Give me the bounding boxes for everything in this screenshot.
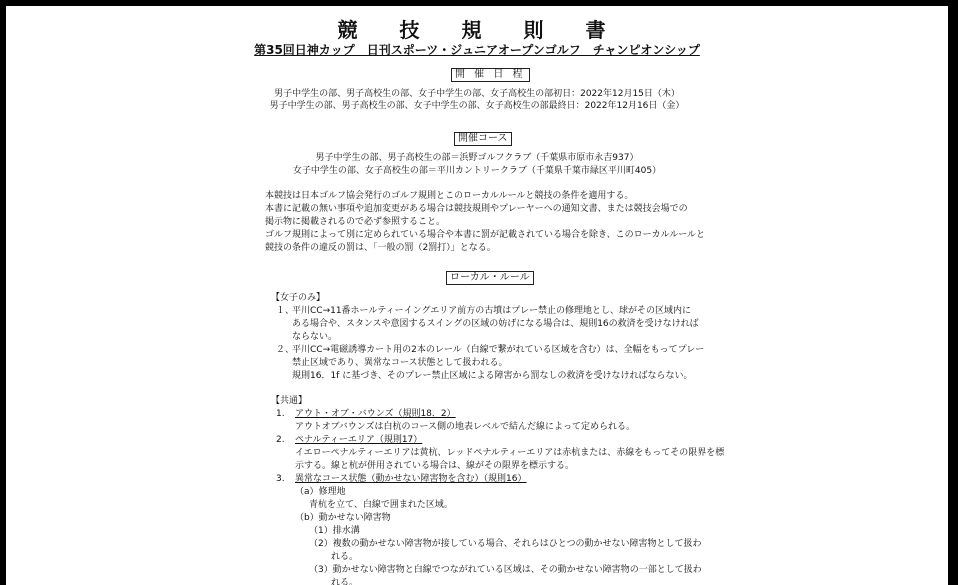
schedule-heading: 開 催 日 程 (451, 68, 530, 82)
women-item1-line: 平川CC→11番ホールティーイングエリア前方の古墳はプレー禁止の修理地とし、球がその区域内に (292, 306, 691, 316)
course-men: 男子中学生の部、男子高校生の部＝浜野ゴルフクラブ（千葉県市原市永吉937） (315, 153, 639, 163)
common-item2-title: ペナルティーエリア（規則17） (295, 435, 423, 445)
intro-line: 掲示物に掲載されるので必ず参照すること。 (265, 217, 446, 227)
common-item2-text: 示する。線と杭が併用されている場合は、線がその限界を標示する。 (295, 461, 575, 471)
schedule-day1: 男子中学生の部、男子高校生の部、女子中学生の部、女子高校生の部初日：2022年12月15日（木） (274, 89, 680, 99)
subitem-b1: （1）排水溝 (309, 526, 360, 536)
subitem-b2-cont: れる。 (331, 552, 359, 562)
common-item1-title: アウト・オブ・バウンズ（規則18．2） (295, 409, 456, 419)
course-women: 女子中学生の部、女子高校生の部＝平川カントリークラブ（千葉県千葉市緑区平川町405） (292, 166, 662, 176)
common-item3-title: 異常なコース状態（動かせない障害物を含む）（規則16） (295, 474, 527, 484)
common-item2-text: イエローペナルティーエリアは黄杭、レッドペナルティーエリアは赤杭または、赤線をもってその限界を標 (295, 448, 725, 458)
women-item2-line: 禁止区域であり、異常なコース状態として扱われる。 (292, 358, 508, 368)
common-item1-text: アウトオブバウンズは白杭のコース側の地表レベルで結んだ線によって定められる。 (295, 422, 636, 432)
subitem-b3: （3）動かせない障害物と白線でつながれている区域は、その動かせない障害物の一部として扱わ (309, 565, 702, 575)
women-item2-line: 平川CC→電磁誘導カート用の2本のレール（白線で繋がれている区域を含む）は、全幅をもってプレー (292, 345, 705, 355)
women-only-title: 【女子のみ】 (271, 293, 326, 303)
intro-line: ゴルフ規則によって別に定められている場合や本書に罰が記載されている場合を除き、このローカルルールと (265, 230, 706, 240)
women-item1-line: ならない。 (292, 332, 338, 342)
common-item3-number: 3. (276, 474, 285, 484)
intro-line: 競技の条件の違反の罰は、「一般の罰（2罰打）」となる。 (265, 243, 496, 253)
course-heading: 開催コース (454, 132, 512, 146)
women-item2-number: ２、 (276, 345, 295, 355)
intro-line: 本競技は日本ゴルフ協会発行のゴルフ規則とこのローカルルールと競技の条件を適用する。 (265, 191, 634, 201)
subitem-a-label: （a）修理地 (295, 487, 346, 497)
common-item1-number: 1. (276, 409, 285, 419)
document-title: 競 技 規 則 書 (337, 18, 617, 42)
women-item2-line: 規則16．1f に基づき、そのプレー禁止区域による障害から罰なしの救済を受けなければならない。 (292, 371, 693, 381)
subitem-a-text: 青杭を立て、白線で囲まれた区域。 (309, 500, 453, 510)
common-title: 【共通】 (271, 396, 308, 406)
women-item1-line: ある場合や、スタンスや意図するスイングの区域の妨げになる場合は、規則16の救済を受けなければ (292, 319, 699, 329)
intro-line: 本書に記載の無い事項や追加変更がある場合は競技規則やプレーヤーへの通知文書、または競技会場での (265, 204, 688, 214)
event-name: 第35回日神カップ 日刊スポーツ・ジュニアオープンゴルフ チャンピオンシップ (254, 43, 700, 57)
local-rules-heading: ローカル・ルール (446, 271, 534, 285)
document-page (6, 6, 948, 585)
subitem-b2: （2）複数の動かせない障害物が接している場合、それらはひとつの動かせない障害物として扱わ (309, 539, 702, 549)
women-item1-number: １、 (276, 306, 295, 316)
schedule-day2: 男子中学生の部、男子高校生の部、女子中学生の部、女子高校生の部最終日：2022年12月16日（金） (269, 101, 685, 111)
common-item2-number: 2. (276, 435, 285, 445)
subitem-b-label: （b）動かせない障害物 (295, 513, 391, 523)
subitem-b3-cont: れる。 (331, 578, 359, 585)
